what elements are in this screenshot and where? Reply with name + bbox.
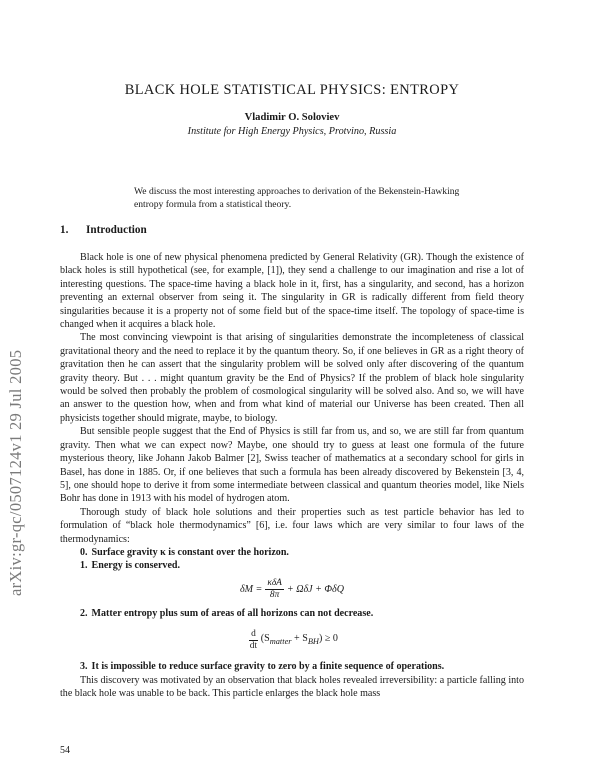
eq2-derivative bbox=[249, 629, 258, 652]
paper-title: BLACK HOLE STATISTICAL PHYSICS: ENTROPY bbox=[124, 82, 460, 98]
paragraph-4: Thorough study of black hole solutions and their properties such as test particle behavior has led to formulation of “black hole thermodynamics” [6], i.e. four laws which are very similar to four laws of the thermodynamics: bbox=[60, 506, 524, 545]
page-number: 54 bbox=[60, 745, 70, 756]
eq1-fraction bbox=[265, 578, 284, 601]
eq1-denominator: 8π bbox=[269, 590, 280, 601]
author-affiliation: Institute for High Energy Physics, Protvino, Russia bbox=[187, 126, 397, 137]
paragraph-1: Black hole is one of new physical phenomena predicted by General Relativity (GR). Though the existence of black holes is still hypothetical (see, for example, [1]), they send a challenge to our imagination and rise a lot of interesting questions. The space-time having a black hole in it, first, has a singularity, and second, has a horizon preventing an external observer from seing it. The singularity in GR is radically different from field theory singularities because it is a property not of some field but of the space-time itself. The topology of space-time is changed when it acquires a black hole. bbox=[60, 252, 524, 331]
arxiv-id: arXiv:gr-qc/0507124v1 bbox=[6, 434, 25, 596]
equation-energy-conservation bbox=[60, 573, 524, 607]
law-0: 0. Surface gravity κ is constant over the horizon. bbox=[80, 546, 289, 558]
author-name: Vladimir O. Soloviev bbox=[244, 112, 340, 123]
eq2-body: $(S_{matter} + S_{BH}) \ge 0$ bbox=[260, 632, 338, 646]
section-title: Introduction bbox=[86, 224, 147, 236]
arxiv-date: 29 Jul 2005 bbox=[6, 349, 25, 430]
abstract: We discuss the most interesting approaches to derivation of the Bekenstein-Hawking entropy formula from a statistical theory. bbox=[134, 186, 460, 210]
paragraph-5: This discovery was motivated by an observation that black holes revealed irreversibility: a particle falling into the black hole was unable to be back. This particle enlarges the black hole mass bbox=[60, 674, 524, 699]
section-heading bbox=[60, 224, 147, 236]
section-number: 1. bbox=[60, 224, 69, 236]
paragraph-3: But sensible people suggest that the End of Physics is still far from us, and so, we are still far from quantum gravity. Then what we can expect now? Maybe, one should try to guess at least one formula of the future mysterious theory, like Johann Jakob Balmer [2], Swiss teacher of mathematics at a secondary school for girls in Basel, has done in 1885. Or, if one believes that such a formula has been already discovered by Bekenstein [3, 4, 5], one should hope to derive it from some intermediate between classical and quantum theories model, like Niels Bohr has done in 1913 with his model of hydrogen atom. bbox=[60, 426, 524, 505]
main-text bbox=[60, 251, 524, 700]
paragraph-2: The most convincing viewpoint is that arising of singularities demonstrate the incompleteness of classical gravitational theory and the need to replace it by the quantum theory. So, if one believes in GR as a right theory of gravitation then he can assert that the singularity problem will be solved only after discovering of the quantum gravity theory. But . . . might quantum gravity be the End of Physics? If the problem of black hole singularity would be solved then probably the problem of cosmological singularity will be solved also. And so, we will have an answer to the question how, when and from what kind of material our Universe has been created. Then all physicists together should migrate, maybe, to biology. bbox=[60, 332, 524, 424]
equation-entropy-increase bbox=[60, 620, 524, 660]
eq2-numerator: d bbox=[251, 628, 256, 639]
eq1-numerator: κδA bbox=[267, 578, 282, 589]
eq1-lhs: δM = bbox=[239, 584, 263, 596]
law-1: 1. Energy is conserved. bbox=[80, 560, 181, 572]
arxiv-identifier bbox=[6, 216, 36, 596]
eq1-rhs: + ΩδJ + ΦδQ bbox=[286, 584, 344, 596]
law-2: 2. Matter entropy plus sum of areas of all horizons can not decrease. bbox=[80, 607, 374, 619]
law-3: 3. It is impossible to reduce surface gravity to zero by a finite sequence of operations. bbox=[80, 661, 445, 673]
eq2-denominator: dt bbox=[249, 640, 258, 651]
